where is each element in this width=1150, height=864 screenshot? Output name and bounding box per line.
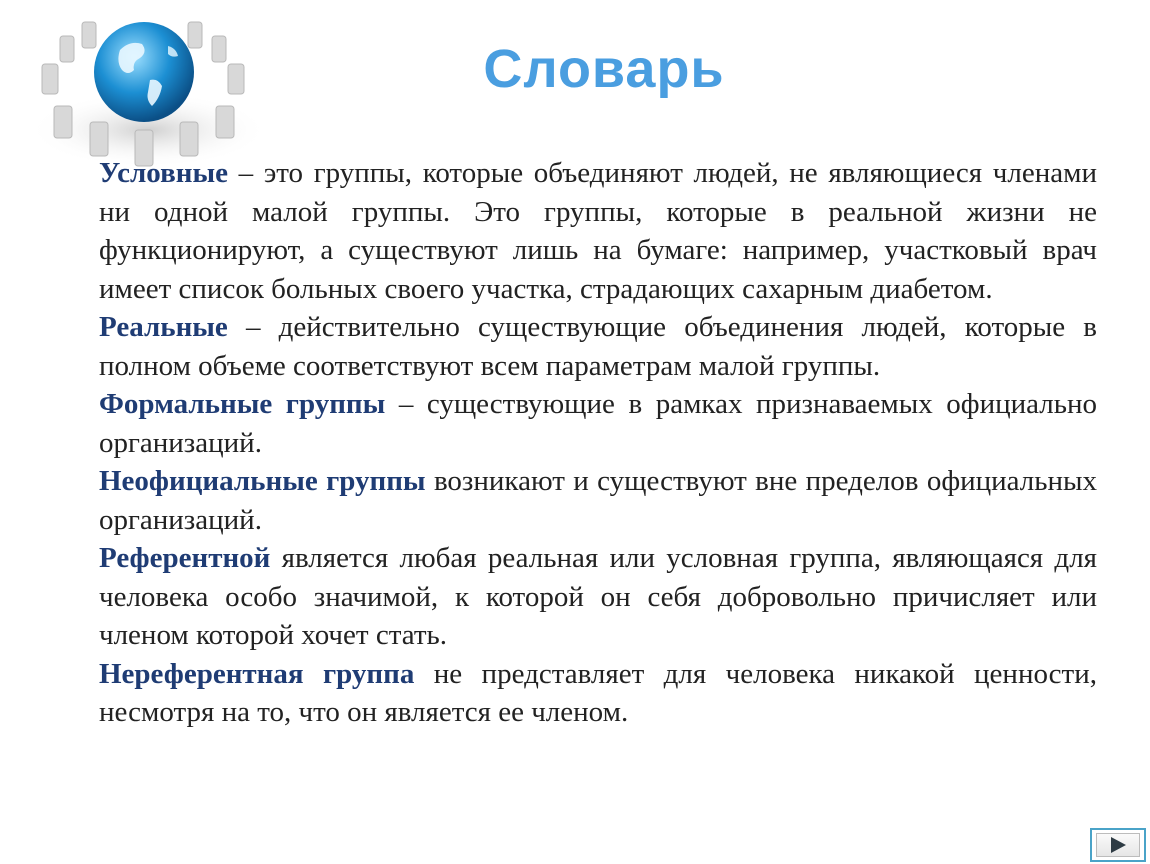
definition-term: Неофициальные группы: [99, 465, 426, 497]
definition-text: не представляет для человека никакой ценности, несмотря на то, что он является ее членом.: [99, 657, 1097, 728]
definition-reference: [99, 539, 1097, 655]
definition-conditional: [99, 154, 1097, 308]
definition-real: [99, 308, 1097, 385]
definition-text: – это группы, которые объединяют людей, не являющиеся членами ни одной малой группы. Это группы, которые в реальной жизни не функционируют, а существуют лишь на бумаге: например, участковый врач имеет список больных своего участка, страдающих сахарным диабетом.: [99, 157, 1097, 305]
definition-non-reference: [99, 655, 1097, 732]
page-title: Словарь: [483, 39, 725, 99]
definition-text: – действительно существующие объединения людей, которые в полном объеме соответствуют всем параметрам малой группы.: [99, 311, 1097, 382]
next-slide-button-face[interactable]: [1096, 833, 1140, 857]
definition-text: возникают и существуют вне пределов официальных организаций.: [99, 465, 1097, 536]
definition-term: Референтной: [99, 542, 271, 574]
definition-text: – существующие в рамках признаваемых официально организаций.: [99, 388, 1097, 459]
definition-term: Нереферентная группа: [99, 657, 415, 690]
definition-term: Условные: [99, 157, 228, 189]
definition-informal: [99, 462, 1097, 539]
definitions-list: [99, 154, 1097, 732]
play-next-icon: [1108, 836, 1128, 854]
definition-term: Формальные группы: [99, 388, 386, 420]
definition-term: Реальные: [99, 311, 228, 343]
definition-text: является любая реальная или условная группа, являющаяся для человека особо значимой, к которой он себя добровольно причисляет или членом которой хочет стать.: [99, 542, 1097, 651]
next-slide-button[interactable]: [1090, 828, 1146, 862]
definition-formal: [99, 385, 1097, 462]
